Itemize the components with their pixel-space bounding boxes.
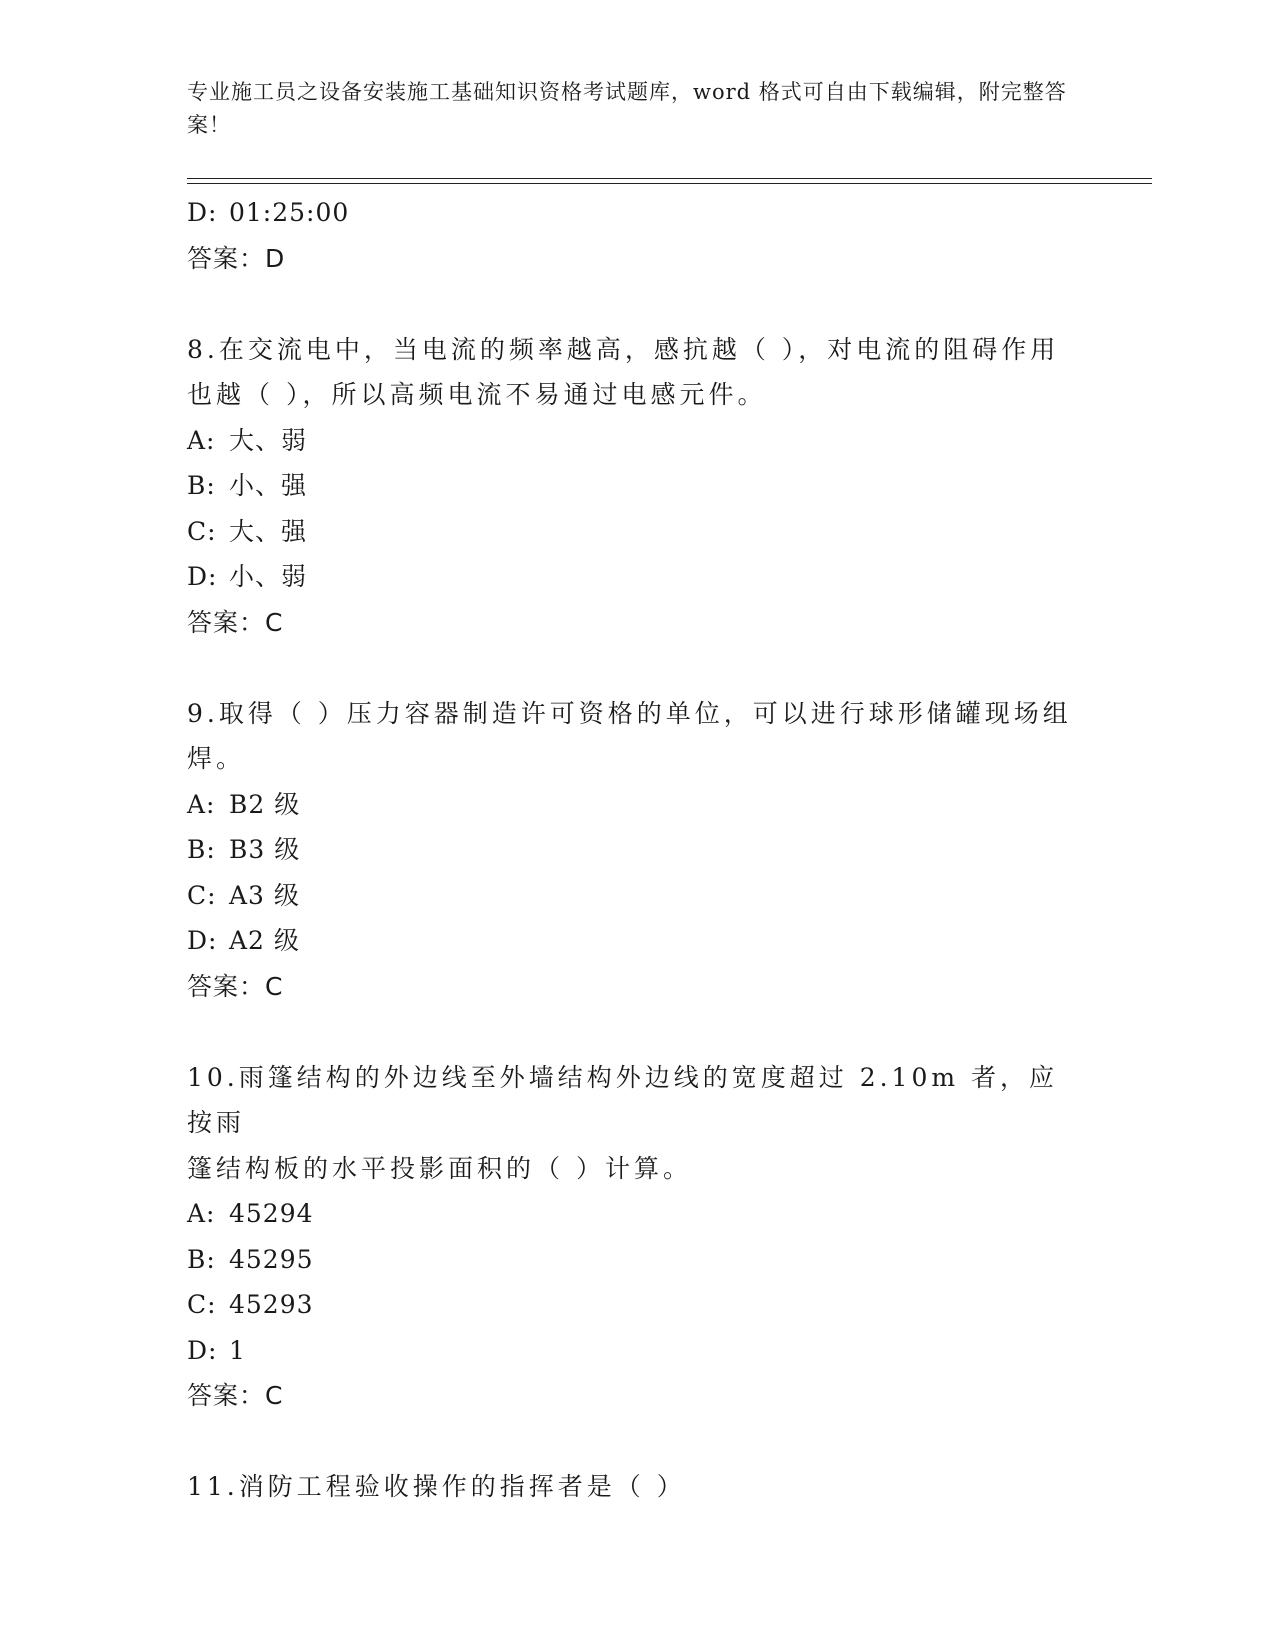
- answer: 答案：C: [187, 971, 284, 1001]
- answer: 答案：C: [187, 1381, 284, 1410]
- option-label: C:: [187, 516, 217, 546]
- option-text: A2 级: [229, 926, 300, 955]
- option-text: B2 级: [229, 789, 301, 819]
- question-11: [187, 1464, 1087, 1510]
- option-text: 45294: [229, 1199, 314, 1228]
- question-content: [187, 190, 1087, 1510]
- option-label: D:: [187, 1335, 218, 1365]
- option-d: [187, 1328, 1087, 1374]
- option-text: 大、强: [229, 516, 308, 546]
- option-b: [187, 1237, 1087, 1283]
- spacer: [187, 1009, 1087, 1055]
- spacer: [187, 281, 1087, 327]
- option-text: 45293: [229, 1290, 314, 1319]
- question-text-line: 9.取得（ ）压力容器制造许可资格的单位，可以进行球形储罐现场组: [187, 698, 1072, 728]
- option-a: [187, 1191, 1087, 1237]
- option-label: A:: [187, 1199, 216, 1228]
- document-header: 专业施工员之设备安装施工基础知识资格考试题库，word 格式可自由下载编辑，附完整答案！: [187, 80, 1067, 137]
- option-label: C:: [187, 880, 217, 910]
- option-text: 01:25:00: [229, 198, 350, 227]
- option-d: [187, 918, 1087, 964]
- option-d: [187, 554, 1087, 600]
- option-c: [187, 1282, 1087, 1328]
- option-text: 45295: [229, 1244, 314, 1274]
- option-b: [187, 827, 1087, 873]
- option-label: D:: [187, 562, 218, 591]
- option-label: B:: [187, 471, 216, 500]
- question-text-line: 焊。: [187, 744, 246, 773]
- prev-option-d: [187, 190, 1087, 236]
- option-b: [187, 463, 1087, 509]
- option-text: 小、强: [229, 471, 308, 500]
- option-label: B:: [187, 835, 216, 864]
- option-text: 大、弱: [229, 425, 308, 455]
- answer: 答案：C: [187, 607, 284, 637]
- question-9: [187, 691, 1087, 1010]
- question-text-line: 8.在交流电中，当电流的频率越高，感抗越（ ），对电流的阻碍作用: [187, 334, 1060, 364]
- spacer: [187, 1419, 1087, 1465]
- option-c: [187, 509, 1087, 555]
- header-rule-bottom: [187, 183, 1152, 184]
- option-a: [187, 418, 1087, 464]
- spacer: [187, 645, 1087, 691]
- question-text-line: 11.消防工程验收操作的指挥者是（ ）: [187, 1472, 686, 1501]
- option-label: B:: [187, 1244, 216, 1274]
- option-c: [187, 873, 1087, 919]
- option-text: 1: [229, 1335, 246, 1365]
- option-label: D:: [187, 926, 218, 955]
- option-label: D:: [187, 198, 218, 227]
- option-text: B3 级: [229, 835, 301, 864]
- question-8: [187, 327, 1087, 646]
- option-text: 小、弱: [229, 562, 308, 591]
- option-text: A3 级: [229, 880, 300, 910]
- question-text-line: 也越（ ），所以高频电流不易通过电感元件。: [187, 380, 767, 409]
- question-text-line: 篷结构板的水平投影面积的（ ）计算。: [187, 1153, 692, 1183]
- option-label: A:: [187, 425, 216, 455]
- question-text-line: 10.雨篷结构的外边线至外墙结构外边线的宽度超过 2.10m 者，应按雨: [187, 1062, 1059, 1137]
- option-label: C:: [187, 1290, 217, 1319]
- option-a: [187, 782, 1087, 828]
- header-rule-top: [187, 178, 1152, 179]
- question-10: [187, 1055, 1087, 1419]
- option-label: A:: [187, 789, 216, 819]
- prev-answer: 答案：D: [187, 243, 286, 273]
